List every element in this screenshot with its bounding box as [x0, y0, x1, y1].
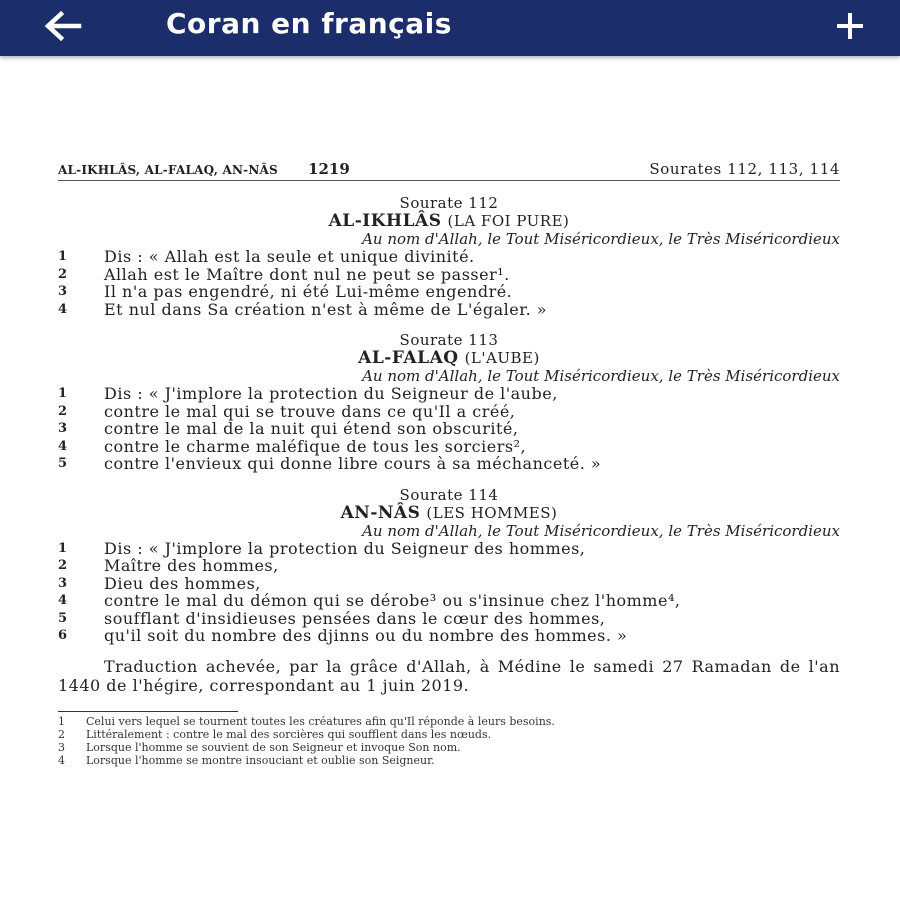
footnote [58, 754, 840, 767]
verse-text: Maître des hommes, [104, 556, 279, 575]
sura-title [58, 349, 840, 368]
verse-text: Allah est le Maître dont nul ne peut se passer¹. [104, 264, 510, 284]
verse-text: Il n'a pas engendré, ni été Lui-même engendré. [104, 282, 513, 301]
verse-number: 3 [58, 421, 68, 436]
page-number: 1219 [308, 160, 350, 178]
sura-list [58, 195, 840, 645]
sura-section [58, 195, 840, 318]
verse-text: Dis : « Allah est la seule et unique divinité. [104, 247, 475, 266]
verse-number: 4 [58, 301, 68, 317]
verse-number: 6 [58, 628, 68, 643]
verse [58, 592, 840, 610]
sura-label: Sourate 113 [399, 331, 499, 349]
footnote-text: Celui vers lequel se tournent toutes les créatures afin qu'Il réponde à leurs besoins. [86, 714, 555, 728]
verse [58, 575, 840, 593]
verse [58, 420, 840, 438]
footnote-rule [58, 711, 238, 712]
verse-number: 3 [58, 284, 68, 299]
sura-title [58, 504, 840, 523]
verse [58, 266, 840, 284]
verse [58, 438, 840, 456]
verse [58, 301, 840, 319]
verse [58, 540, 840, 558]
verse-text: contre le charme maléfique de tous les sorciers², [104, 436, 527, 456]
colophon: Traduction achevée, par la grâce d'Allah, à Médine le samedi 27 Ramadan de l'an 1440 de l'hégire, correspondant au 1 juin 2019. [58, 656, 840, 695]
verse-text: contre le mal du démon qui se dérobe³ ou s'insinue chez l'homme⁴, [104, 591, 681, 610]
verse [58, 455, 840, 473]
footnote-number: 4 [58, 753, 65, 767]
verse-number: 3 [58, 575, 68, 591]
verse-number: 2 [58, 266, 68, 282]
verse [58, 557, 840, 575]
quran-page [58, 160, 840, 767]
arrow-left-icon [43, 11, 83, 41]
verse [58, 627, 840, 645]
verse-text: soufflant d'insidieuses pensées dans le cœur des hommes, [104, 608, 606, 628]
running-head [58, 160, 840, 181]
add-button[interactable] [830, 6, 870, 46]
app-title: Coran en français [166, 7, 452, 40]
sura-translation: (L'AUBE) [464, 349, 540, 367]
sura-section [58, 487, 840, 645]
verse-text: Dis : « J'implore la protection du Seigneur de l'aube, [104, 384, 558, 403]
footnote [58, 728, 840, 741]
verse-number: 4 [58, 438, 68, 454]
sura-label: Sourate 112 [399, 194, 499, 212]
verse-number: 2 [58, 558, 68, 573]
footnote-number: 3 [58, 740, 65, 754]
verse [58, 385, 840, 403]
verse-text: Dis : « J'implore la protection du Seigneur des hommes, [104, 538, 586, 558]
footnote-text: Lorsque l'homme se montre insouciant et oublie son Seigneur. [86, 753, 435, 767]
footnotes [58, 715, 840, 767]
sura-section [58, 332, 840, 473]
sura-name: AL-FALAQ [358, 348, 459, 368]
app-bar [0, 0, 900, 56]
verse-number: 1 [58, 540, 68, 556]
footnote-text: Lorsque l'homme se souvient de son Seigneur et invoque Son nom. [86, 740, 461, 754]
verse-text: Et nul dans Sa création n'est à même de L'égaler. » [104, 299, 548, 319]
running-head-suras: AL-IKHLÂS, AL-FALAQ, AN-NÂS [58, 163, 278, 177]
sura-translation: (LES HOMMES) [426, 503, 558, 522]
verse-number: 1 [58, 249, 68, 264]
footnote-number: 1 [58, 714, 65, 728]
verse-number: 5 [58, 610, 68, 626]
verse-number: 1 [58, 386, 68, 401]
sura-name: AN-NÂS [340, 502, 421, 523]
verse [58, 248, 840, 266]
verse [58, 403, 840, 421]
basmala: Au nom d'Allah, le Tout Miséricordieux, le Très Miséricordieux [362, 521, 840, 540]
verse-text: contre le mal qui se trouve dans ce qu'Il a créé, [104, 401, 516, 421]
footnote [58, 741, 840, 754]
verse-number: 4 [58, 593, 68, 608]
footnote-text: Littéralement : contre le mal des sorcières qui soufflent dans les nœuds. [86, 727, 492, 741]
sura-name: AL-IKHLÂS [328, 211, 442, 231]
verse-text: contre l'envieux qui donne libre cours à sa méchanceté. » [104, 454, 602, 473]
verse-text: Dieu des hommes, [104, 573, 261, 593]
verse-number: 5 [58, 456, 68, 471]
verse [58, 610, 840, 628]
sura-label: Sourate 114 [399, 485, 499, 504]
verse-number: 2 [58, 403, 68, 419]
running-head-sura-numbers: Sourates 112, 113, 114 [649, 160, 840, 178]
basmala: Au nom d'Allah, le Tout Miséricordieux, le Très Miséricordieux [362, 367, 840, 385]
footnote [58, 715, 840, 728]
verse [58, 283, 840, 301]
sura-translation: (LA FOI PURE) [447, 212, 570, 230]
verse-text: qu'il soit du nombre des djinns ou du nombre des hommes. » [104, 626, 628, 645]
sura-title [58, 212, 840, 231]
basmala: Au nom d'Allah, le Tout Miséricordieux, le Très Miséricordieux [362, 230, 840, 248]
verse-text: contre le mal de la nuit qui étend son obscurité, [104, 419, 519, 438]
plus-icon [835, 11, 865, 41]
back-button[interactable] [40, 6, 86, 46]
footnote-number: 2 [58, 727, 65, 741]
